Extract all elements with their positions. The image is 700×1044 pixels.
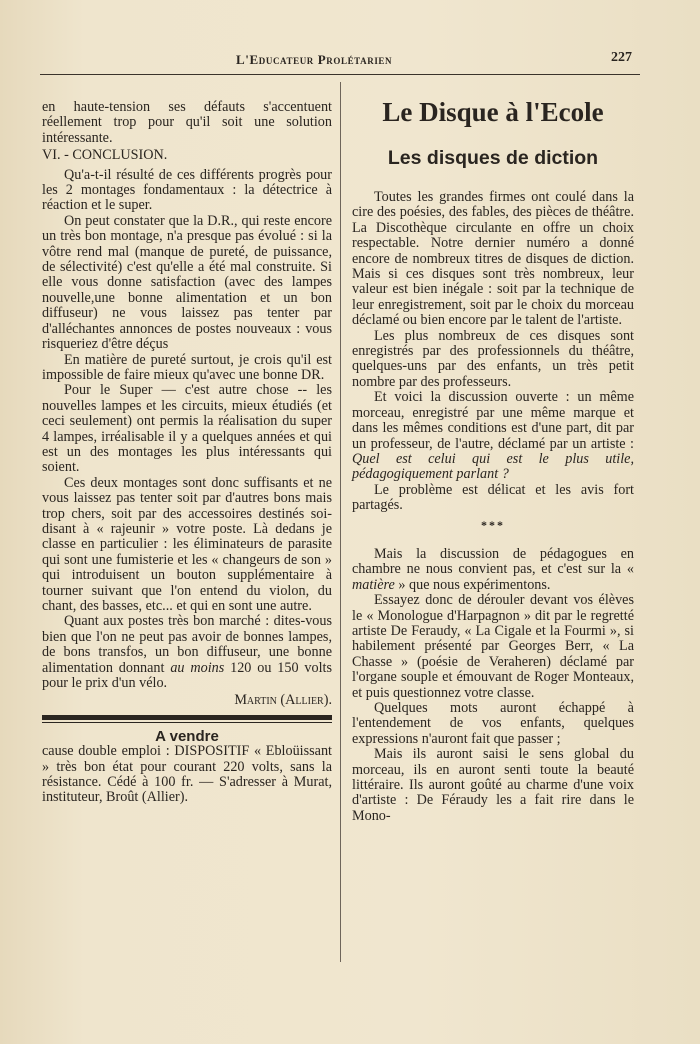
section-heading: VI. - CONCLUSION.: [42, 147, 168, 164]
paragraph: Essayez donc de dérouler devant vos élèves le « Monologue d'Harpagnon » dit par le regretté artiste De Feraudy, « La Cigale et la Fourmi », si habilement présenté par Georges Berr, « La Chasse » (poésie de Veraheren) déclamé par l'organe souple et émouvant de Roger Monteaux, et puis questionnez votre classe.: [352, 592, 634, 701]
paragraph: [352, 547, 634, 593]
paragraph: Ces deux montages sont donc suffisants et ne vous laissez pas tenter soit par d'autres bons mais trop chers, soit par des accessoires destinés soi-disant à « rajeunir » votre poste. Là dedans je classe en particulier : les éliminateurs de parasite qui sont une fumisterie et les « changeurs de son » qui introduisent un bouton supplémentaire à tourner suivant que l'on entend du violon, du chant, des basses, etc... et qui en sont une autre.: [42, 474, 332, 614]
paragraph: Mais ils auront saisi le sens global du morceau, ils en auront senti toute la beauté littéraire. Ils auront goûté au charme d'une voix d'artiste : De Féraudy les a fait rire dans le Mono-: [352, 746, 634, 824]
text-run: Quant aux postes très bon marché : dites-vous bien que l'on ne peut pas avoir de bonnes lampes, de bons transfos, un bon diffuseur, une bonne alimentation donnant: [42, 613, 332, 676]
paragraph: en haute-tension ses défauts s'accentuent réellement trop pour qu'il soit une solution intéressante.: [42, 99, 332, 146]
emphasis: au moins: [170, 659, 225, 676]
running-header: [40, 50, 640, 72]
text-run: 120 ou 150 volts pour le prix d'un vélo.: [42, 659, 333, 692]
column-divider: [340, 82, 341, 962]
paragraph: Quelques mots auront échappé à l'entendement de vos enfants, quelques expressions n'auront fait que passer ;: [352, 700, 634, 747]
paragraph: On peut constater que la D.R., qui reste encore un très bon montage, n'a presque pas évolué : si la vôtre rend mal (manque de pureté, de puissance, de sélectivité) c'est qu'elle a été mal construite. Si elle vous donne satisfaction (avec des lampes nouvelle,une bonne alimentation et un bon diffuseur) ne vous laissez pas tenter par d'alléchantes annonces de postes nouveaux : vous risqueriez d'être déçus: [42, 212, 332, 353]
ad-title: A vendre: [155, 727, 219, 745]
article-subtitle: Les disques de diction: [387, 147, 599, 169]
signature: Martin (Allier).: [234, 692, 332, 709]
paragraph: Qu'a-t-il résulté de ces différents progrès pour les 2 montages fondamentaux : la détectrice à réaction et le super.: [42, 166, 332, 214]
separator-rule: [42, 715, 332, 720]
paragraph: Pour le Super — c'est autre chose -- les nouvelles lampes et les circuits, mieux étudiés (et ceci seulement) ont permis la réalisation du super 4 lampes, irréalisable il y a quelques années et qui est un des montages les plus intéressants qui soient.: [42, 382, 332, 476]
paragraph: Les plus nombreux de ces disques sont enregistrés par des professionnels du théâtre, quelques-uns par des enfants, un très petit nombre par des professeurs.: [352, 327, 634, 390]
right-column: [352, 190, 634, 824]
ad-text: cause double emploi : DISPOSITIF « Ebloüissant » très bon état pour courant 220 volts, sans la résistance. Cédé à 100 fr. — S'adresser à Murat, instituteur, Broût (Allier).: [42, 743, 332, 806]
left-column: [42, 100, 332, 806]
paragraph: [352, 390, 634, 482]
page-number: 227: [611, 50, 632, 65]
header-rule: [40, 74, 640, 75]
journal-title: L'Educateur Prolétarien: [236, 52, 393, 67]
paragraph: En matière de pureté surtout, je crois qu'il est impossible de faire mieux qu'avec une bonne DR.: [42, 351, 332, 383]
emphasis: Quel est celui qui est le plus utile, pédagogiquement parlant ?: [352, 450, 634, 483]
separator-rule-thin: [42, 722, 332, 723]
paragraph: [42, 614, 332, 691]
paragraph: Toutes les grandes firmes ont coulé dans la cire des poésies, des fables, des pièces de théâtre. La Discothèque circulante en offre un choix respectable. Notre dernier numéro a donné encore de nombreux titres de disques de diction. Mais si ces disques sont très nombreux, leur valeur est bien inégale : soit par la technique de leur enregistrement, soit par le choix du morceau déclamé ou bien encore par le talent de l'artiste.: [352, 189, 634, 329]
classified-ad: [42, 744, 332, 806]
paragraph: Le problème est délicat et les avis fort partagés.: [352, 481, 634, 514]
emphasis: matière: [352, 576, 395, 593]
text-run: » que nous expérimentons.: [394, 576, 551, 593]
text-run: Mais la discussion de pédagogues en chambre ne nous convient pas, et c'est sur la «: [352, 545, 634, 578]
section-break: ***: [481, 517, 505, 532]
text-run: Et voici la discussion ouverte : un même morceau, enregistré par une même marque et dans les mêmes conditions est d'une part, dit par un professeur, de l'autre, déclamé par un artiste :: [352, 389, 634, 452]
article-title: Le Disque à l'Ecole: [382, 97, 604, 127]
